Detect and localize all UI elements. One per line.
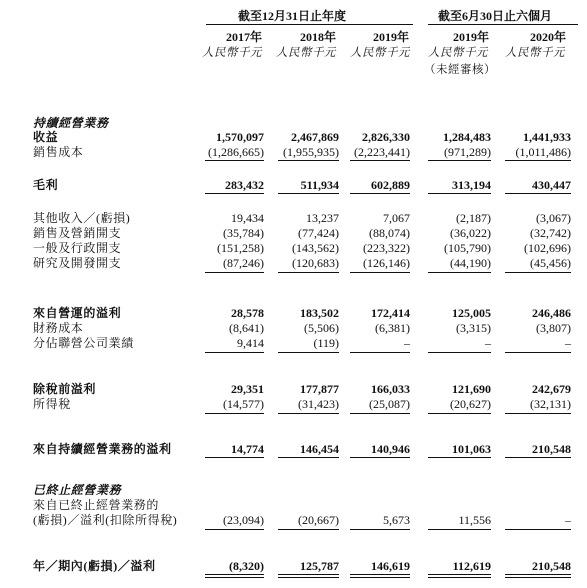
subtotal-rule: [205, 160, 264, 161]
row-label: 分佔聯營公司業績: [33, 336, 134, 350]
cell-value: 146,619: [371, 559, 410, 573]
cell-value: (1,955,935): [283, 145, 339, 159]
cell-value: (3,807): [536, 321, 571, 335]
cell-value: 183,502: [300, 306, 339, 320]
row-gross-profit: [0, 177, 587, 193]
subtotal-rule: [278, 413, 339, 414]
subtotal-rule: [428, 160, 491, 161]
row-label: 毛利: [33, 178, 59, 192]
header-unit-2017: 人民幣千元: [202, 47, 262, 59]
total-rule: [278, 457, 339, 458]
row-label: 其他收入／(虧損): [33, 211, 131, 225]
cell-value: (77,424): [298, 226, 339, 240]
cell-value: 7,067: [383, 211, 410, 225]
row-label: 一般及行政開支: [33, 241, 122, 255]
header-year-2019-interim: 2019年: [453, 30, 490, 44]
header-unit-2020-interim: 人民幣千元: [505, 47, 565, 59]
cell-value: (3,315): [456, 321, 491, 335]
cell-value: (36,022): [450, 226, 491, 240]
cell-value: 511,934: [300, 178, 339, 192]
subtotal-rule: [205, 352, 264, 353]
subtotal-rule: [205, 413, 264, 414]
total-rule: [505, 457, 571, 458]
cell-value: –: [485, 336, 491, 350]
cell-value: 283,432: [225, 178, 264, 192]
cell-value: 166,033: [371, 382, 410, 396]
total-rule: [205, 457, 264, 458]
cell-value: (120,683): [292, 256, 339, 270]
total-rule: [350, 193, 410, 194]
subtotal-rule: [505, 272, 571, 273]
subtotal-rule: [428, 272, 491, 273]
grand-total-double-rule: [428, 574, 491, 578]
cell-value: (105,790): [444, 241, 491, 255]
subtotal-rule: [278, 529, 339, 530]
subtotal-rule: [278, 272, 339, 273]
row-label: 年／期內(虧損)／溢利: [33, 559, 156, 573]
row-rnd-expenses: [0, 255, 587, 271]
subtotal-rule: [350, 529, 410, 530]
cell-value: (102,696): [524, 241, 571, 255]
cell-value: 112,619: [452, 559, 491, 573]
cell-value: (3,067): [536, 211, 571, 225]
cell-value: (2,223,441): [354, 145, 410, 159]
total-rule: [428, 457, 491, 458]
row-label: 收益: [33, 130, 59, 144]
row-other-income: [0, 210, 587, 226]
row-label: 所得稅: [33, 397, 71, 411]
cell-value: –: [565, 336, 571, 350]
cell-value: 146,454: [300, 442, 339, 456]
total-rule: [505, 193, 571, 194]
cell-value: (1,011,486): [515, 145, 571, 159]
total-rule: [205, 193, 264, 194]
header-year-2019: 2019年: [373, 30, 410, 44]
cell-value: (6,381): [375, 321, 410, 335]
row-revenue: [0, 129, 587, 145]
cell-value: (32,742): [530, 226, 571, 240]
row-label: 已終止經營業務: [33, 483, 122, 497]
cell-value: 101,063: [452, 442, 491, 456]
cell-value: 210,548: [532, 442, 571, 456]
subtotal-rule: [350, 272, 410, 273]
total-rule: [350, 457, 410, 458]
row-share-of-associates: [0, 335, 587, 351]
row-profit-before-tax: [0, 381, 587, 397]
subtotal-rule: [428, 529, 491, 530]
row-admin-expenses: [0, 240, 587, 256]
row-label: 來自已終止經營業務的: [33, 498, 160, 512]
row-label: 除稅前溢利: [33, 382, 97, 396]
grand-total-double-rule: [505, 574, 571, 578]
row-cost-of-sales: [0, 144, 587, 160]
cell-value: 177,877: [300, 382, 339, 396]
cell-value: 29,351: [231, 382, 264, 396]
header-unit-2019: 人民幣千元: [350, 47, 410, 59]
cell-value: (25,087): [369, 397, 410, 411]
row-label: 持續經營業務: [33, 116, 109, 130]
subtotal-rule: [278, 352, 339, 353]
row-label: 銷售成本: [33, 145, 84, 159]
header-unit-2018: 人民幣千元: [276, 47, 336, 59]
cell-value: 5,673: [383, 513, 410, 527]
cell-value: (45,456): [530, 256, 571, 270]
row-discontinued-loss-profit: [0, 512, 587, 528]
header-group-annual-rule: [206, 24, 413, 25]
cell-value: (8,641): [229, 321, 264, 335]
cell-value: 172,414: [371, 306, 410, 320]
cell-value: –: [565, 513, 571, 527]
cell-value: (119): [313, 336, 339, 350]
cell-value: 1,441,933: [523, 130, 571, 144]
row-selling-expenses: [0, 225, 587, 241]
row-label: 研究及開發開支: [33, 256, 122, 270]
row-label: 來自持續經營業務的溢利: [33, 442, 172, 456]
grand-total-double-rule: [350, 574, 410, 578]
subtotal-rule: [428, 352, 491, 353]
grand-total-double-rule: [278, 574, 339, 578]
cell-value: 210,548: [532, 559, 571, 573]
cell-value: 121,690: [452, 382, 491, 396]
subtotal-rule: [505, 160, 571, 161]
cell-value: (126,146): [363, 256, 410, 270]
cell-value: (88,074): [369, 226, 410, 240]
cell-value: 19,434: [231, 211, 264, 225]
cell-value: 11,556: [458, 513, 491, 527]
header-group-interim-rule: [428, 24, 578, 25]
cell-value: (20,667): [298, 513, 339, 527]
cell-value: (87,246): [223, 256, 264, 270]
cell-value: (5,506): [304, 321, 339, 335]
subtotal-rule: [428, 413, 491, 414]
cell-value: 430,447: [532, 178, 571, 192]
cell-value: 14,774: [231, 442, 264, 456]
cell-value: (14,577): [223, 397, 264, 411]
cell-value: (2,187): [456, 211, 491, 225]
cell-value: (44,190): [450, 256, 491, 270]
header-year-2018: 2018年: [300, 30, 337, 44]
row-label: (虧損)／溢利(扣除所得稅): [33, 513, 178, 527]
cell-value: 313,194: [452, 178, 491, 192]
cell-value: (223,322): [363, 241, 410, 255]
row-income-tax: [0, 396, 587, 412]
subtotal-rule: [205, 272, 264, 273]
cell-value: 2,826,330: [362, 130, 410, 144]
row-total-profit: [0, 558, 587, 574]
header-unit-2019-interim: 人民幣千元: [428, 47, 488, 59]
grand-total-double-rule: [205, 574, 264, 578]
subtotal-rule: [350, 352, 410, 353]
subtotal-rule: [278, 160, 339, 161]
subtotal-rule: [505, 413, 571, 414]
cell-value: (32,131): [530, 397, 571, 411]
subtotal-rule: [350, 413, 410, 414]
row-discontinued-heading: [0, 482, 587, 498]
row-discontinued-label-1: [0, 497, 587, 513]
header-year-2017: 2017年: [226, 30, 263, 44]
subtotal-rule: [505, 352, 571, 353]
cell-value: (23,094): [223, 513, 264, 527]
cell-value: (31,423): [298, 397, 339, 411]
header-group-annual: 截至12月31日止年度: [238, 9, 347, 23]
row-label: 來自營運的溢利: [33, 306, 122, 320]
total-rule: [428, 193, 491, 194]
cell-value: (971,289): [444, 145, 491, 159]
header-group-interim: 截至6月30日止六個月: [438, 9, 553, 23]
cell-value: (1,286,665): [208, 145, 264, 159]
cell-value: (20,627): [450, 397, 491, 411]
total-rule: [278, 193, 339, 194]
cell-value: (8,320): [229, 559, 264, 573]
cell-value: 602,889: [371, 178, 410, 192]
cell-value: 2,467,869: [291, 130, 339, 144]
cell-value: 9,414: [237, 336, 264, 350]
cell-value: 140,946: [371, 442, 410, 456]
subtotal-rule: [350, 160, 410, 161]
subtotal-rule: [505, 529, 571, 530]
cell-value: (151,258): [217, 241, 264, 255]
cell-value: 28,578: [231, 306, 264, 320]
cell-value: 246,486: [532, 306, 571, 320]
row-label: 財務成本: [33, 321, 84, 335]
cell-value: –: [404, 336, 410, 350]
subtotal-rule: [205, 529, 264, 530]
row-profit-continuing: [0, 441, 587, 457]
cell-value: 1,570,097: [216, 130, 264, 144]
cell-value: 13,237: [306, 211, 339, 225]
cell-value: 242,679: [532, 382, 571, 396]
row-operating-profit: [0, 305, 587, 321]
header-year-2020-interim: 2020年: [530, 30, 567, 44]
cell-value: 125,787: [300, 559, 339, 573]
row-label: 銷售及營銷開支: [33, 226, 122, 240]
header-unaudited: （未經審核）: [424, 64, 496, 76]
cell-value: 125,005: [452, 306, 491, 320]
cell-value: (35,784): [223, 226, 264, 240]
row-finance-costs: [0, 320, 587, 336]
cell-value: (143,562): [292, 241, 339, 255]
cell-value: 1,284,483: [443, 130, 491, 144]
